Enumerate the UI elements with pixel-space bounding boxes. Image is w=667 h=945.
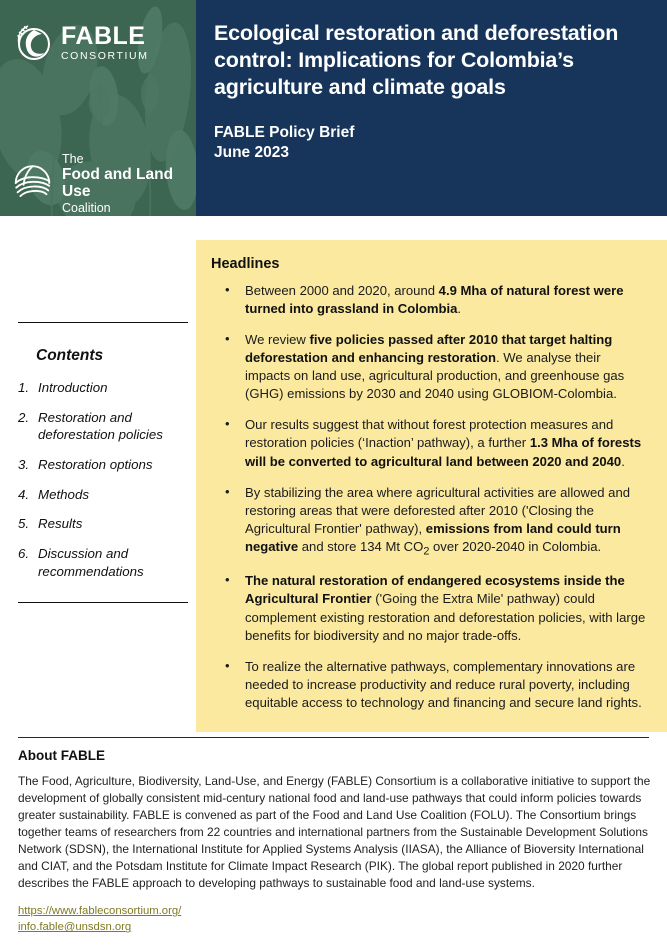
contents-divider-top [18,322,188,323]
contents-item-number: 3. [18,457,30,473]
folu-logo-line-the: The [62,152,84,166]
contents-divider-bottom [18,602,188,603]
contents-item-label: Results [38,516,83,532]
contents-item[interactable] [18,379,188,397]
folu-logo [12,152,196,215]
email-link[interactable]: info.fable@unsdsn.org [18,921,132,934]
headline-bullet: • Between 2000 and 2020, around 4.9 Mha of natural forest were turned into grassland in Colombia. [211,282,649,318]
document-date: June 2023 [214,144,289,162]
contents-item-label: Methods [38,486,89,502]
headlines-heading: Headlines [211,256,280,272]
website-link[interactable]: https://www.fableconsortium.org/ [18,905,182,918]
document-header [0,0,667,216]
contents-item[interactable] [18,486,188,504]
fable-circle-wheat-icon [12,22,54,64]
contents-item-number: 6. [18,546,30,562]
contents-list [18,379,188,580]
folu-logo-line-name: Food and Land Use [62,166,174,201]
contents-heading: Contents [36,347,104,364]
headline-bullet: • By stabilizing the area where agricultural activities are allowed and restoring areas that were deforested after 2010 ('Closing the Agricultural Frontier' pathway), emissions from land could turn negative and store 134 Mt $CO_2$ over 2020-2040 in Colombia. [211,484,649,560]
headline-bullet: • To realize the alternative pathways, complementary innovations are needed to increase productivity and reduce rural poverty, including equitable access to technology and financing and secure land rights. [211,658,649,712]
contents-item[interactable] [18,545,188,580]
headline-bullet: • We review five policies passed after 2010 that target halting deforestation and enhancing restoration. We analyse their impacts on land use, agricultural production, and greenhouse gas (GHG) emissions by 2030 and 2040 using GLOBIOM-Colombia. [211,331,649,403]
brand-logos [0,0,196,216]
body-area [0,216,667,732]
title-panel [196,0,667,216]
fable-logo-wordmark: FABLE [61,22,146,51]
document-title: Ecological restoration and deforestation control: Implications for Colombia’s agriculture and climate goals [214,21,619,100]
document-type-label: FABLE Policy Brief [214,124,355,142]
headline-bullet: • Our results suggest that without forest protection measures and restoration policies (‘Inaction’ pathway), a further 1.3 Mha of forests will be converted to agricultural land between 2020 and 2040. [211,416,649,470]
contents-item[interactable] [18,515,188,533]
headlines-box [196,240,667,732]
about-heading: About FABLE [18,748,105,763]
about-section [18,748,652,936]
headlines-list [211,282,649,712]
contents-item[interactable] [18,409,188,444]
folu-logo-line-coalition: Coalition [62,200,111,215]
contents-item-number: 2. [18,409,30,425]
contents-item-label: Discussion and recommendations [38,546,144,579]
about-paragraph: The Food, Agriculture, Biodiversity, Land-Use, and Energy (FABLE) Consortium is a collaborative initiative to support the development of globally consistent mid-century national food and land-use pathways that could inform policies towards greater sustainability. FABLE is convened as part of the Food and Land Use Coalition (FOLU). The Consortium brings together teams of researchers from 22 countries and international partners from the Sustainable Development Solutions Network (SDSN), the International Institute for Applied Systems Analysis (IIASA), the Alliance of Bioversity International and CIAT, and the Potsdam Institute for Climate Impact Research (PIK). The global report published in 2020 further describes the FABLE approach to developing pathways to sustainable food and land-use systems. [18,774,651,891]
contents-item-number: 5. [18,516,30,532]
about-divider [18,737,649,738]
contents-item-number: 1. [18,380,30,395]
fable-logo-subtitle: CONSORTIUM [61,50,149,63]
contents-item-label: Introduction [38,380,108,395]
contents-item-number: 4. [18,486,30,502]
contents-sidebar [0,216,196,603]
contents-item-label: Restoration and deforestation policies [38,409,163,443]
brand-panel [0,0,196,216]
fable-consortium-logo [12,22,149,64]
contents-item-label: Restoration options [38,457,153,473]
contents-item[interactable] [18,456,188,474]
folu-circle-waves-icon [12,161,53,205]
headline-bullet: • The natural restoration of endangered ecosystems inside the Agricultural Frontier ('Going the Extra Mile' pathway) could complement existing restoration and deforestation policies, with large benefits for biodiversity and no major trade-offs. [211,572,649,644]
